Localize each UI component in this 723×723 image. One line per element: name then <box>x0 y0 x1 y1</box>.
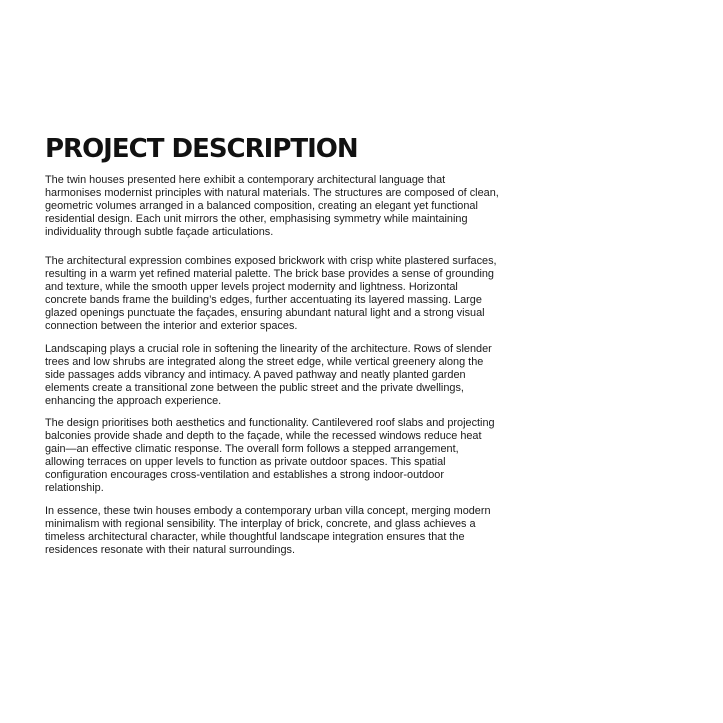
page-title: PROJECT DESCRIPTION <box>45 134 358 164</box>
paragraph-landscaping: Landscaping plays a crucial role in softening the linearity of the architecture. Rows of slender trees and low shrubs are integrated along the street edge, while vertical greenery along the side passages adds vibrancy and intimacy. A paved pathway and neatly planted garden elements create a transitional zone between the public street and the private dwellings, enhancing the approach experience. <box>45 342 492 407</box>
paragraph-design: The design prioritises both aesthetics and functionality. Cantilevered roof slabs and projecting balconies provide shade and depth to the façade, while the recessed windows reduce heat gain—an effective climatic response. The overall form follows a stepped arrangement, allowing terraces on upper levels to function as private outdoor spaces. This spatial configuration encourages cross-ventilation and establishes a strong indoor-outdoor relationship. <box>45 417 495 494</box>
paragraph-intro: The twin houses presented here exhibit a contemporary architectural language that harmonises modernist principles with natural materials. The structures are composed of clean, geometric volumes arranged in a balanced composition, creating an elegant yet functional residential design. Each unit mirrors the other, emphasising symmetry while maintaining individuality through subtle façade articulations. <box>45 174 499 238</box>
paragraph-conclusion: In essence, these twin houses embody a contemporary urban villa concept, merging modern minimalism with regional sensibility. The interplay of brick, concrete, and glass achieves a timeless architectural character, while thoughtful landscape integration ensures that the residences resonate with their natural surroundings. <box>45 504 491 556</box>
paragraph-materials: The architectural expression combines exposed brickwork with crisp white plastered surfaces, resulting in a warm yet refined material palette. The brick base provides a sense of grounding and texture, while the smooth upper levels project modernity and lightness. Horizontal concrete bands frame the building’s edges, further accentuating its layered massing. Large glazed openings punctuate the façades, ensuring abundant natural light and a strong visual connection between the interior and exterior spaces. <box>45 255 497 332</box>
project-description-section <box>45 134 500 566</box>
